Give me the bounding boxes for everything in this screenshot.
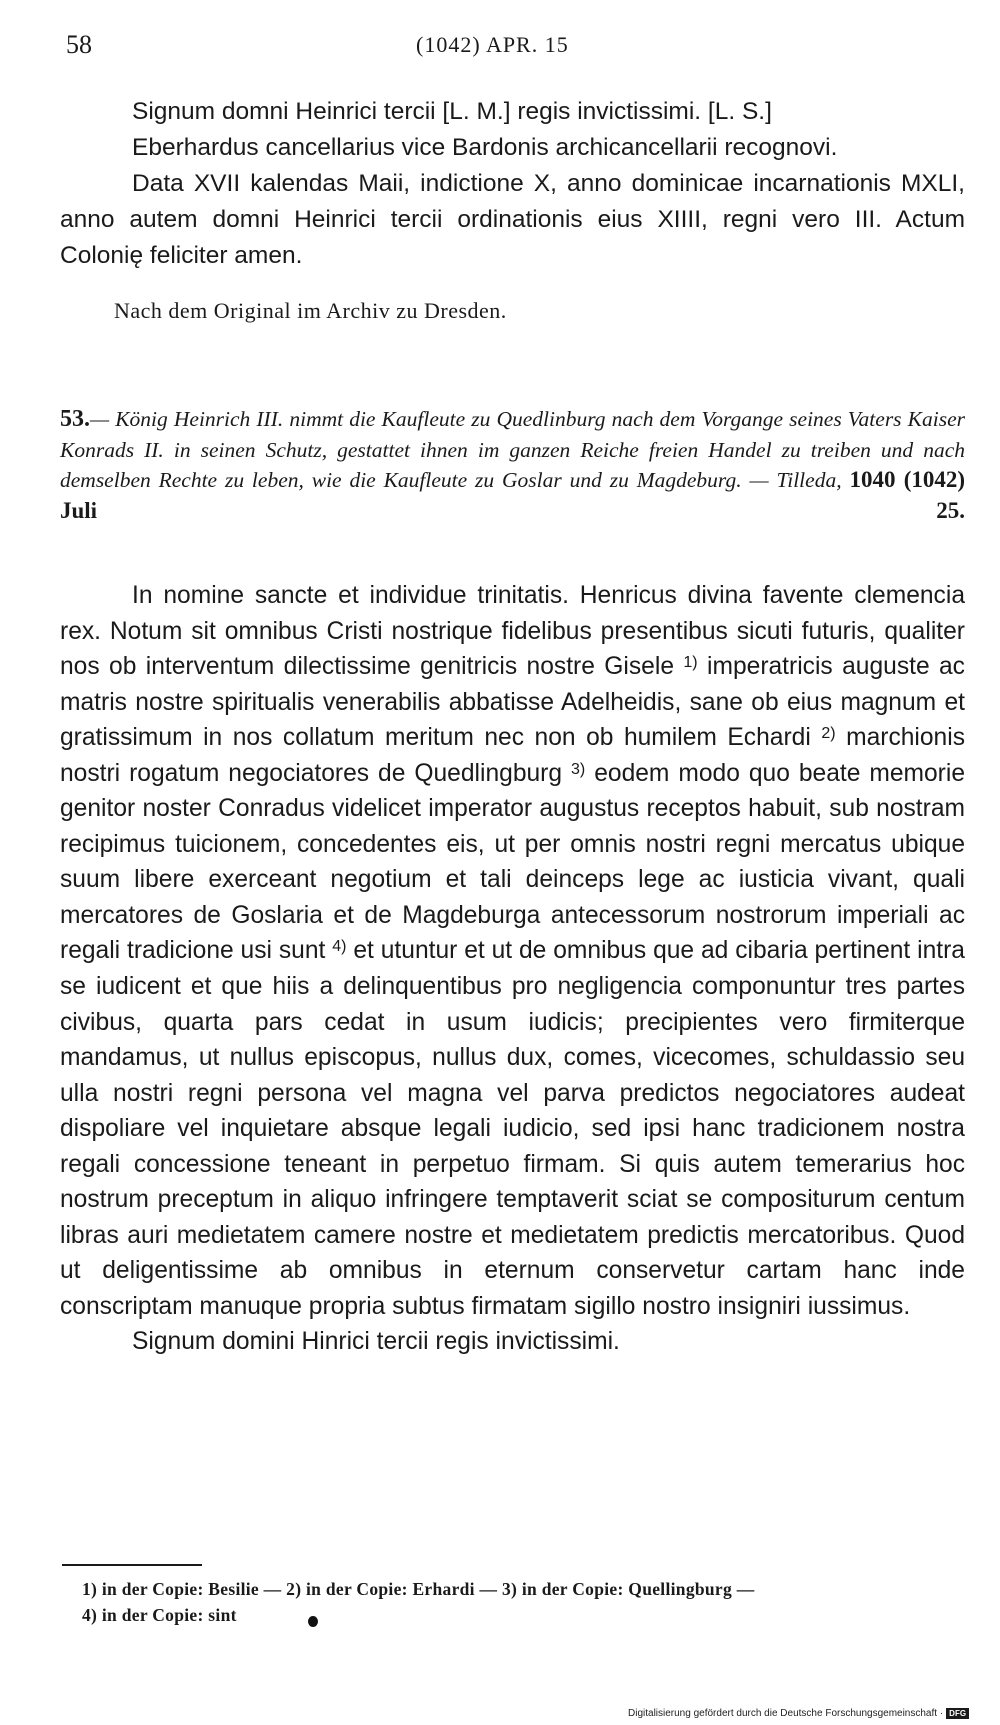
- text-segment: In nomine sancte et individue trinitatis. Henricus divina favente clemencia rex. Notum sit omnibus Cristi nostrique fidelibus presentibus sicuti futuris, qualiter nos ob interventum dilectissime genitricis nostre Gisele: [60, 582, 965, 681]
- regest-date: 1040 (1042) Juli 25.: [60, 467, 966, 523]
- regest-summary: [60, 404, 965, 526]
- text-segment: et utuntur et ut de omnibus que ad cibaria pertinent intra se iudicent et que hiis a delinquentibus pro negligencia componuntur tres partes civibus, quarta pars cedat in usum iudicis; precipientes vero firmiterque mandamus, ut nullus episcopus, nullus dux, comes, vicecomes, schuldassio seu ulla nostri regni persona vel magna vel parva predictos negociatores audeat dispoliare vel inquietare absque legali iudicio, sed ipsi hanc tradicionem nostra regali concessione teneant in perpetuo firmam. Si quis autem temerarius hoc nostrum preceptum in aliquo infringere temptaverit sciat se compositurum centum libras auri medietatem camere nostre et medietatem predictis mercatoribus. Quod ut deligentissime ab omnibus in eternum conservetur cartam hanc inde conscriptam manuque propria subtus firmatam sigillo nostro insigniri iussimus.: [60, 937, 965, 1320]
- source-note: Nach dem Original im Archiv zu Dresden.: [114, 298, 507, 323]
- footnote-line: 1) in der Copie: Besilie — 2) in der Copie: Erhardi — 3) in der Copie: Quellingburg —: [82, 1579, 755, 1599]
- signum-line: Signum domni Heinrici tercii [L. M.] regis invictissimi. [L. S.]: [132, 98, 772, 125]
- digitization-imprint: [628, 1708, 969, 1719]
- footnote-ref-2: 2): [821, 725, 836, 743]
- page-number: 58: [66, 30, 92, 59]
- ink-blot: [308, 1616, 318, 1627]
- text-segment: imperatricis auguste ac matris nostre spiritualis venerabilis abbatisse Adelheidis, sane ob eius magnum et gratissimum in nos collatum meritum nec non ob humilem Echardi: [60, 653, 965, 752]
- footnote-ref-1: 1): [683, 654, 698, 672]
- dating-clause: Data XVII kalendas Maii, indictione X, anno dominicae incarnationis MXLI, anno autem domni Heinrici tercii ordinationis eius XIIII, regni vero III. Actum Colonię feliciter amen.: [60, 170, 965, 269]
- charter-text: [60, 578, 965, 1360]
- running-head: (1042) APR. 15: [416, 32, 569, 57]
- footnote-line: 4) in der Copie: sint: [82, 1605, 237, 1625]
- charter-paragraph: [60, 578, 965, 1324]
- imprint-text: Digitalisierung gefördert durch die Deutsche Forschungsgemeinschaft ·: [628, 1708, 944, 1720]
- document-number: 53.: [60, 406, 90, 432]
- text-segment: marchionis nostri rogatum negociatores de Quedlingburg: [60, 724, 965, 787]
- text-segment: eodem modo quo beate memorie genitor noster Conradus videlicet imperator augustus receptos habuit, sub nostram recipimus tuicionem, concedentes eis, ut per omnis nostri regni mercatus ubique suum libere exerceant negotium et tali deinceps lege ac iusticia vivant, quali mercatores de Goslaria et de Magdeburga antecessorum nostrorum imperiali ac regali tradicione usi sunt: [60, 759, 965, 965]
- footnote-ref-4: 4): [332, 938, 347, 956]
- footnotes: [82, 1576, 962, 1628]
- charter-signum: Signum domini Hinrici tercii regis invictissimi.: [132, 1328, 620, 1356]
- regest-text: — König Heinrich III. nimmt die Kaufleute zu Quedlinburg nach dem Vorgange seines Vaters Kaiser Konrads II. in seinen Schutz, gestattet ihnen im ganzen Reiche freien Handel zu treiben und nach demselben Rechte zu leben, wie die Kaufleute zu Goslar und zu Magdeburg. — Tilleda,: [60, 407, 965, 492]
- footnote-ref-3: 3): [571, 760, 586, 778]
- footnote-divider: [62, 1564, 202, 1566]
- recognition-line: Eberhardus cancellarius vice Bardonis archicancellarii recognovi.: [132, 134, 838, 161]
- dfg-logo: DFG: [946, 1708, 969, 1719]
- page-header: [66, 30, 966, 66]
- previous-document-ending: [60, 94, 965, 274]
